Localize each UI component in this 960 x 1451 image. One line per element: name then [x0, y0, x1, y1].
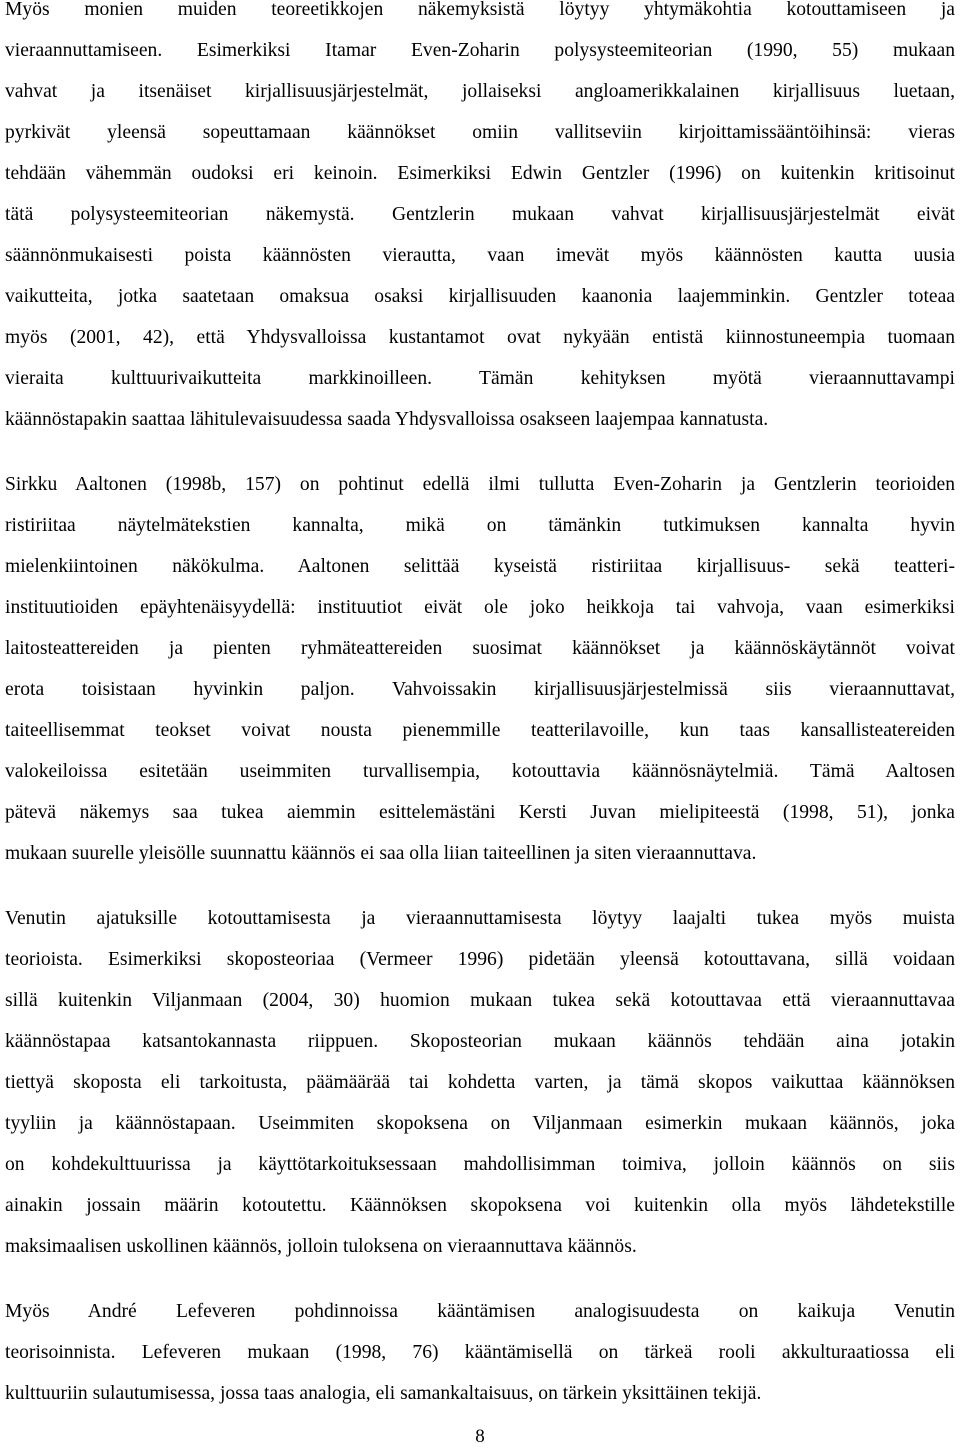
- text-line: Myös monien muiden teoreetikkojen näkemyksistä löytyy yhtymäkohtia kotouttamiseen ja: [5, 0, 955, 20]
- text-line: pätevä näkemys saa tukea aiemmin esittelemästäni Kersti Juvan mielipiteestä (1998, 51), jonka: [5, 802, 955, 823]
- text-line: valokeiloissa esitetään useimmiten turvallisempia, kotouttavia käännösnäytelmiä. Tämä Aaltosen: [5, 761, 955, 782]
- text-line: ristiriitaa näytelmätekstien kannalta, mikä on tämänkin tutkimuksen kannalta hyvin: [5, 515, 955, 536]
- text-line: laitosteattereiden ja pienten ryhmäteattereiden suosimat käännökset ja käännöskäytännöt voivat: [5, 638, 955, 659]
- text-line: mukaan suurelle yleisölle suunnattu käännös ei saa olla liian taiteellinen ja siten vieraannuttava.: [5, 843, 757, 864]
- text-line: pyrkivät yleensä sopeuttamaan käännökset omiin vallitseviin kirjoittamissääntöihinsä: vieras: [5, 122, 955, 143]
- text-line: säännönmukaisesti poista käännösten vierautta, vaan imevät myös käännösten kautta uusia: [5, 245, 955, 266]
- text-line: käännöstapakin saattaa lähitulevaisuudessa saada Yhdysvalloissa osakseen laajempaa kannatusta.: [5, 409, 769, 430]
- text-line: mielenkiintoinen näkökulma. Aaltonen selittää kyseistä ristiriitaa kirjallisuus- sekä teatteri-: [5, 556, 955, 577]
- text-line: vahvat ja itsenäiset kirjallisuusjärjestelmät, jollaiseksi angloamerikkalainen kirjallisuus luetaan,: [5, 81, 955, 102]
- text-line: instituutioiden epäyhtenäisyydellä: instituutiot eivät ole joko heikkoja tai vahvoja, vaan esimerkiksi: [5, 597, 955, 618]
- text-line: vaikutteita, jotka saatetaan omaksua osaksi kirjallisuuden kaanonia laajemminkin. Gentzler toteaa: [5, 286, 955, 307]
- text-line: sillä kuitenkin Viljanmaan (2004, 30) huomion mukaan tukea sekä kotouttavaa että vieraannuttavaa: [5, 990, 955, 1011]
- text-line: käännöstapaa katsantokannasta riippuen. Skoposteorian mukaan käännös tehdään aina jotakin: [5, 1031, 955, 1052]
- text-line: Venutin ajatuksille kotouttamisesta ja vieraannuttamisesta löytyy laajalti tukea myös muista: [5, 908, 955, 929]
- text-line: vieraannuttamiseen. Esimerkiksi Itamar Even-Zoharin polysysteemiteorian (1990, 55) mukaan: [5, 40, 955, 61]
- text-line: tyyliin ja käännöstapaan. Useimmiten skopoksena on Viljanmaan esimerkin mukaan käännös, joka: [5, 1113, 955, 1134]
- text-line: teorioista. Esimerkiksi skoposteoriaa (Vermeer 1996) pidetään yleensä kotouttavana, sillä voidaan: [5, 949, 955, 970]
- paragraph-3: [5, 904, 955, 1273]
- text-line: Sirkku Aaltonen (1998b, 157) on pohtinut edellä ilmi tullutta Even-Zoharin ja Gentzlerin teorioiden: [5, 474, 955, 495]
- text-line: vieraita kulttuurivaikutteita markkinoilleen. Tämän kehityksen myötä vieraannuttavampi: [5, 368, 955, 389]
- paragraph-4: [5, 1297, 955, 1420]
- text-line: erota toisistaan hyvinkin paljon. Vahvoissakin kirjallisuusjärjestelmissä siis vieraannuttavat,: [5, 679, 955, 700]
- text-line: tätä polysysteemiteorian näkemystä. Gentzlerin mukaan vahvat kirjallisuusjärjestelmät eivät: [5, 204, 955, 225]
- paragraph-1: [5, 0, 955, 446]
- text-line: kulttuuriin sulautumisessa, jossa taas analogia, eli samankaltaisuus, on tärkein yksittäinen tekijä.: [5, 1383, 762, 1404]
- text-line: ainakin jossain määrin kotoutettu. Käännöksen skopoksena voi kuitenkin olla myös lähdetekstille: [5, 1195, 955, 1216]
- text-line: teorisoinnista. Lefeveren mukaan (1998, 76) kääntämisellä on tärkeä rooli akkulturaatiossa eli: [5, 1342, 955, 1363]
- page-number: 8: [475, 1426, 485, 1447]
- text-line: myös (2001, 42), että Yhdysvalloissa kustantamot ovat nykyään entistä kiinnostuneempia tuomaan: [5, 327, 955, 348]
- text-line: tiettyä skoposta eli tarkoitusta, päämäärää tai kohdetta varten, ja tämä skopos vaikuttaa käännöksen: [5, 1072, 955, 1093]
- text-line: on kohdekulttuurissa ja käyttötarkoituksessaan mahdollisimman toimiva, jolloin käännös on siis: [5, 1154, 955, 1175]
- text-line: maksimaalisen uskollinen käännös, jolloin tuloksena on vieraannuttava käännös.: [5, 1236, 637, 1257]
- paragraph-2: [5, 470, 955, 880]
- text-line: Myös André Lefeveren pohdinnoissa kääntämisen analogisuudesta on kaikuja Venutin: [5, 1301, 955, 1322]
- text-line: tehdään vähemmän oudoksi eri keinoin. Esimerkiksi Edwin Gentzler (1996) on kuitenkin kritisoinut: [5, 163, 955, 184]
- text-line: taiteellisemmat teokset voivat nousta pienemmille teatterilavoille, kun taas kansallisteatereiden: [5, 720, 955, 741]
